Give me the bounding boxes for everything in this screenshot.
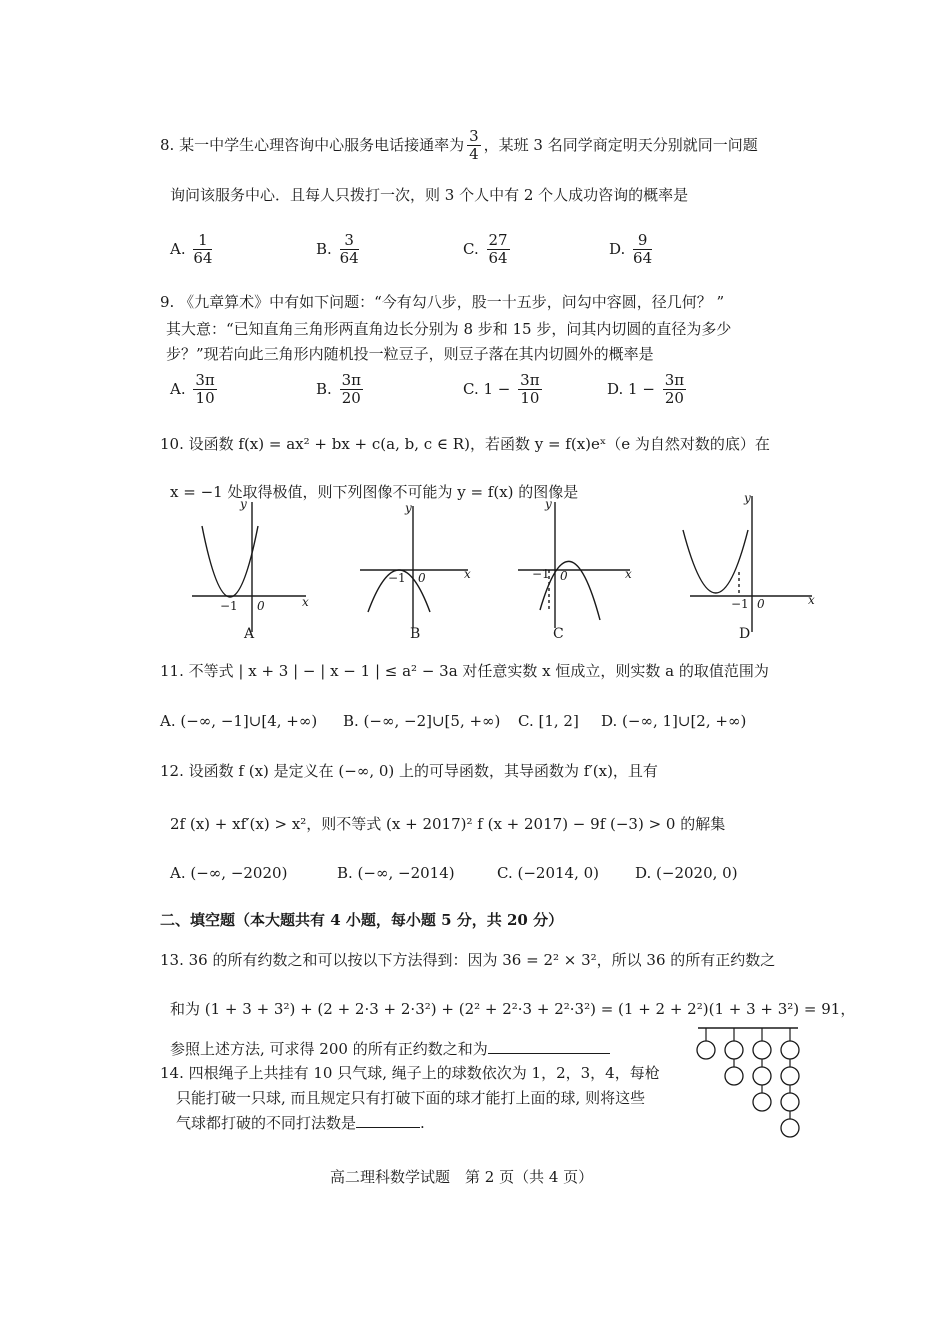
q12-option-c: C. (−2014, 0): [497, 864, 600, 882]
graph-d-x-label: x: [808, 593, 815, 607]
q8-option-d: [609, 232, 655, 268]
option-fraction: [663, 372, 686, 408]
q9-line1: 9. 《九章算术》中有如下问题：“今有勾八步，股一十五步，问勾中容圆，径几何？ ”: [160, 293, 725, 311]
graph-b-y-label: y: [405, 501, 412, 515]
num: 3π: [195, 371, 215, 389]
q8-rate-num: 3: [469, 127, 479, 145]
den: 64: [339, 249, 359, 268]
q11-option-c: C. [1, 2]: [518, 712, 579, 730]
balloon: [781, 1093, 799, 1111]
graph-b-caption: B: [410, 626, 421, 642]
graph-c-y-label: y: [545, 497, 552, 511]
balloon: [753, 1041, 771, 1059]
graph-c-x-label: x: [625, 567, 632, 581]
option-label: D.: [609, 239, 626, 258]
q10-line1: 10. 设函数 f(x) = ax² + bx + c(a, b, c ∈ R)，若函数 y = f(x)eˣ（e 为自然对数的底）在: [160, 435, 770, 453]
den: 10: [520, 389, 540, 408]
q13-line1: 13. 36 的所有约数之和可以按以下方法得到：因为 36 = 2² × 3²，所以 36 的所有正约数之: [160, 951, 776, 969]
graph-a-caption: A: [244, 626, 255, 642]
option-prefix: 1 −: [483, 379, 511, 398]
q8-option-b: [316, 232, 362, 268]
q11-option-d: D. (−∞, 1]∪[2, +∞): [601, 712, 747, 730]
q13-line3: [170, 1040, 610, 1058]
graph-c-caption: C: [553, 626, 564, 642]
q12-option-d: D. (−2020, 0): [635, 864, 738, 882]
q8-rate-den: 4: [469, 145, 479, 164]
graph-c-tick-0: 0: [560, 569, 568, 583]
option-fraction: [633, 232, 652, 268]
balloon: [781, 1067, 799, 1085]
option-fraction: [340, 232, 359, 268]
option-prefix: 1 −: [628, 379, 655, 398]
q13-line3-text: 参照上述方法, 可求得 200 的所有正约数之和为: [170, 1040, 488, 1058]
num: 27: [488, 231, 508, 249]
graph-b: [360, 506, 468, 628]
option-fraction: [340, 372, 363, 408]
q14-answer-blank: [356, 1127, 420, 1128]
option-label: B.: [316, 379, 332, 398]
den: 10: [195, 389, 215, 408]
q14-line3-text: 气球都打破的不同打法数是: [176, 1114, 357, 1132]
graph-d: [683, 496, 812, 632]
q12-line1: 12. 设函数 f (x) 是定义在 (−∞, 0) 上的可导函数，其导函数为 f′(x)，且有: [160, 762, 658, 780]
page-footer: 高二理科数学试题 第 2 页（共 4 页）: [330, 1168, 594, 1186]
q14-balloon-diagram: [690, 1020, 810, 1165]
q12-line2: 2f (x) + xf′(x) > x²，则不等式 (x + 2017)² f (x + 2017) − 9f (−3) > 0 的解集: [170, 815, 726, 833]
den: 64: [633, 249, 653, 268]
graph-d-tick-0: 0: [757, 597, 765, 611]
q10-graphs: [0, 490, 950, 650]
num: 1: [193, 232, 212, 250]
graph-b-tick-minus1: −1: [388, 571, 406, 585]
graph-d-tick-minus1: −1: [731, 597, 749, 611]
balloon: [753, 1067, 771, 1085]
graph-a-x-label: x: [302, 595, 309, 609]
q11-line1: 11. 不等式 | x + 3 | − | x − 1 | ≤ a² − 3a 对任意实数 x 恒成立，则实数 a 的取值范围为: [160, 662, 769, 680]
section-2-heading: 二、填空题（本大题共有 4 小题，每小题 5 分，共 20 分）: [160, 911, 564, 929]
q8-line2: 询问该服务中心．且每人只拨打一次，则 3 个人中有 2 个人成功咨询的概率是: [170, 186, 689, 204]
option-label: B.: [316, 239, 332, 258]
q8-text-b: ，某班 3 名同学商定明天分别就同一问题: [483, 135, 758, 154]
balloon: [725, 1041, 743, 1059]
balloon: [753, 1093, 771, 1111]
balloon: [781, 1119, 799, 1137]
den: 20: [664, 389, 684, 408]
graph-c: [518, 502, 630, 628]
q14-line1: 14. 四根绳子上共挂有 10 只气球, 绳子上的球数依次为 1，2，3，4，每枪: [160, 1064, 660, 1082]
q12-option-a: A. (−∞, −2020): [170, 864, 288, 882]
option-label: A.: [170, 239, 186, 258]
graph-b-tick-0: 0: [418, 571, 426, 585]
graph-a-tick-0: 0: [257, 599, 265, 613]
graph-d-caption: D: [739, 626, 751, 642]
option-label: D.: [607, 379, 624, 398]
option-fraction: [518, 372, 541, 408]
den: 64: [193, 249, 213, 268]
q13-answer-blank: [488, 1053, 610, 1054]
option-fraction: [193, 232, 212, 268]
graph-b-x-label: x: [464, 567, 471, 581]
num: 3π: [664, 371, 685, 389]
q11-option-b: B. (−∞, −2]∪[5, +∞): [343, 712, 501, 730]
num: 3π: [520, 371, 540, 389]
q10-line2: x = −1 处取得极值，则下列图像不可能为 y = f(x) 的图像是: [170, 483, 579, 501]
q9-line2: 其大意：“已知直角三角形两直角边长分别为 8 步和 15 步，问其内切圆的直径为多少: [166, 320, 732, 338]
den: 20: [341, 389, 361, 408]
option-label: C.: [463, 379, 479, 398]
q8-option-a: [170, 232, 215, 268]
graph-c-tick-minus1: −1: [532, 567, 550, 581]
graph-a: [192, 502, 306, 632]
num: 3π: [341, 371, 361, 389]
option-fraction: [487, 232, 510, 268]
q9-option-a: [170, 372, 220, 408]
graph-a-tick-minus1: −1: [220, 599, 238, 613]
balloon: [697, 1041, 715, 1059]
balloon: [725, 1067, 743, 1085]
q14-line2: 只能打破一只球, 而且规定只有打破下面的球才能打上面的球, 则将这些: [176, 1089, 646, 1107]
balloon: [781, 1041, 799, 1059]
q9-option-c: [463, 372, 545, 408]
q9-option-b: [316, 372, 366, 408]
option-label: A.: [170, 379, 186, 398]
option-fraction: [193, 372, 216, 408]
q14-line3-end: .: [420, 1114, 425, 1132]
den: 64: [488, 249, 508, 268]
q13-line2: 和为 (1 + 3 + 3²) + (2 + 2·3 + 2·3²) + (2² + 2²·3 + 2²·3²) = (1 + 2 + 2²)(1 + 3 + 3²) = 91，: [170, 1000, 856, 1018]
q11-option-a: A. (−∞, −1]∪[4, +∞): [160, 712, 318, 730]
q8-option-c: [463, 232, 513, 268]
q14-line3: [176, 1114, 425, 1132]
q8-rate-fraction: [467, 128, 481, 164]
num: 3: [340, 232, 359, 250]
num: 9: [633, 232, 652, 250]
option-label: C.: [463, 239, 479, 258]
graph-a-y-label: y: [240, 497, 247, 511]
q8-text-a: 8. 某一中学生心理咨询中心服务电话接通率为: [160, 135, 465, 154]
q9-option-d: [607, 372, 689, 408]
q9-line3: 步？”现若向此三角形内随机投一粒豆子，则豆子落在其内切圆外的概率是: [166, 345, 654, 363]
graph-d-y-label: y: [744, 491, 751, 505]
q8-line1: [160, 128, 758, 164]
q12-option-b: B. (−∞, −2014): [337, 864, 455, 882]
